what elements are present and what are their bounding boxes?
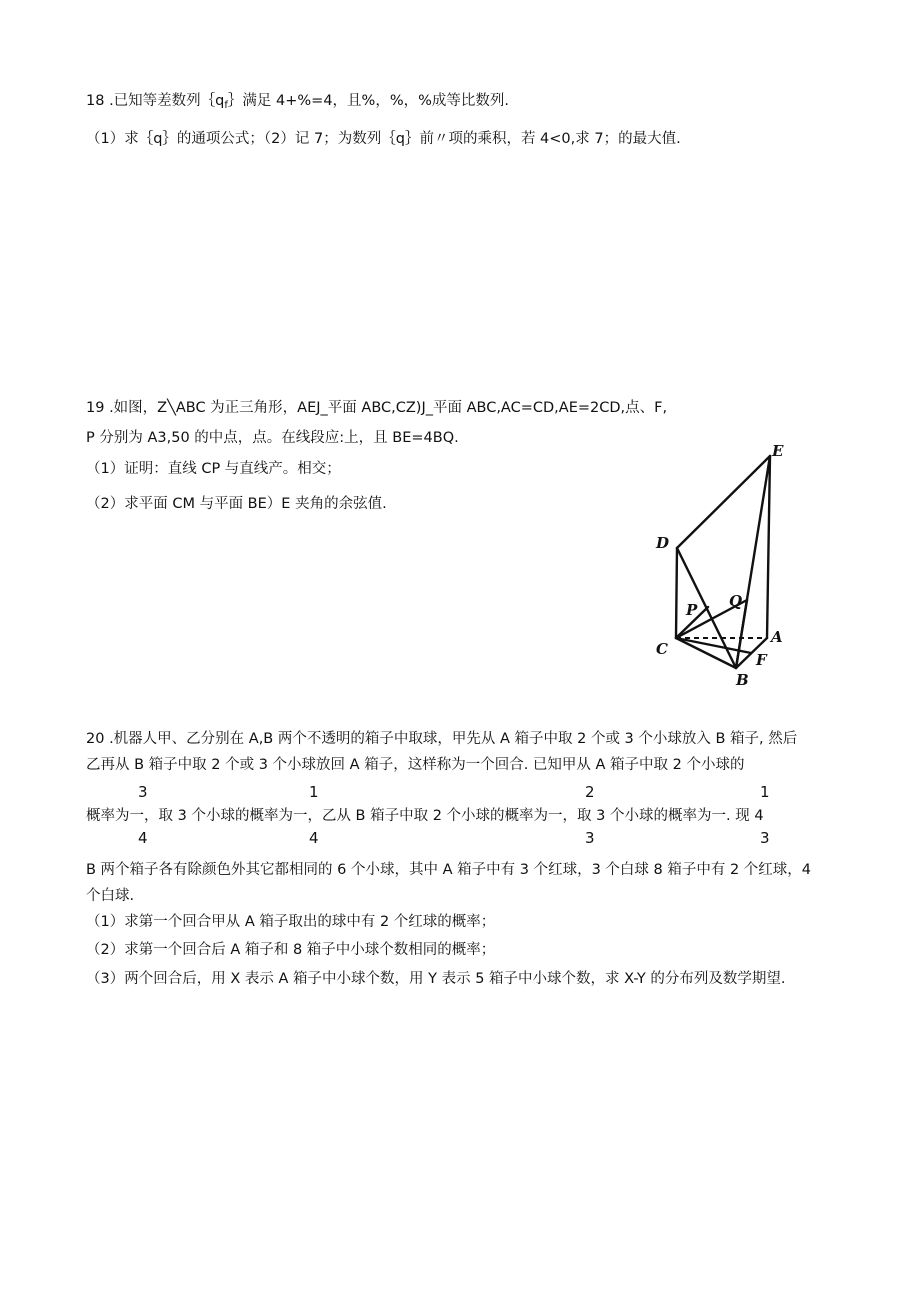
q19-text-a: .如图，Z╲ABC 为正三角形，AEJ_平面 ABC,CZ)J_平面 ABC,AC=CD,AE=2CD,点、F, — [109, 400, 668, 416]
label-Q: Q — [729, 592, 743, 610]
q20-numerators — [0, 782, 920, 802]
q19-number: 19 — [86, 400, 105, 416]
edge-DE — [677, 456, 770, 548]
numerator-2: 1 — [309, 783, 319, 801]
denominator-1: 4 — [138, 829, 148, 847]
q18-line1 — [86, 91, 509, 116]
label-F: F — [756, 651, 767, 669]
edge-EA — [767, 456, 770, 638]
label-A: A — [771, 628, 783, 646]
q20-part1: （1）求第一个回合甲从 A 箱子取出的球中有 2 个红球的概率； — [86, 914, 496, 930]
q20-line3: 概率为一，取 3 个小球的概率为一，乙从 B 箱子中取 2 个小球的概率为一，取 3 个小球的概率为一. 现 4 — [86, 808, 764, 824]
q19-part1: （1）证明：直线 CP 与直线产。相交； — [86, 461, 341, 477]
label-E: E — [772, 442, 784, 460]
q20-number: 20 — [86, 731, 105, 747]
q18-number: 18 — [86, 93, 105, 109]
q20-denominators — [0, 828, 920, 848]
denominator-2: 4 — [309, 829, 319, 847]
label-B: B — [736, 671, 749, 689]
geometry-figure — [650, 440, 790, 690]
q19-line1 — [86, 398, 667, 418]
label-D: D — [656, 534, 670, 552]
numerator-1: 3 — [138, 783, 148, 801]
q20-line1 — [86, 729, 797, 749]
label-C: C — [656, 640, 668, 658]
q18-text-b: ｝满足 4+%=4，且%，%，%成等比数列. — [227, 93, 509, 109]
q20-part2: （2）求第一个回合后 A 箱子和 8 箱子中小球个数相同的概率； — [86, 942, 496, 958]
q20-text-a: .机器人甲、乙分别在 A,B 两个不透明的箱子中取球，甲先从 A 箱子中取 2 个或 3 个小球放入 B 箱子, 然后 — [109, 731, 798, 747]
q19-part2: （2）求平面 CM 与平面 BE）E 夹角的余弦值. — [86, 496, 387, 512]
q20-line4: B 两个箱子各有除颜色外其它都相同的 6 个小球，其中 A 箱子中有 3 个红球，3 个白球 8 箱子中有 2 个红球，4 — [86, 862, 812, 878]
q18-subscript: f — [224, 100, 228, 111]
edge-DC — [676, 548, 677, 638]
denominator-4: 3 — [760, 829, 770, 847]
q18-line2: （1）求｛q｝的通项公式；（2）记 7；为数列｛q｝前〃项的乘积，若 4<0,求 7；的最大值. — [86, 131, 681, 147]
numerator-3: 2 — [585, 783, 595, 801]
edge-CB — [676, 638, 736, 668]
q18-text-a: .已知等差数列｛q — [109, 93, 225, 109]
numerator-4: 1 — [760, 783, 770, 801]
denominator-3: 3 — [585, 829, 595, 847]
q19-line2: P 分别为 A3,50 的中点，点。在线段应:上，且 BE=4BQ. — [86, 430, 459, 446]
q20-line5: 个白球. — [86, 888, 135, 904]
label-P: P — [686, 601, 698, 619]
q20-line2: 乙再从 B 箱子中取 2 个或 3 个小球放回 A 箱子，这样称为一个回合. 已知甲从 A 箱子中取 2 个小球的 — [86, 757, 745, 773]
q20-part3: （3）两个回合后，用 X 表示 A 箱子中小球个数，用 Y 表示 5 箱子中小球个数，求 X-Y 的分布列及数学期望. — [86, 971, 786, 987]
